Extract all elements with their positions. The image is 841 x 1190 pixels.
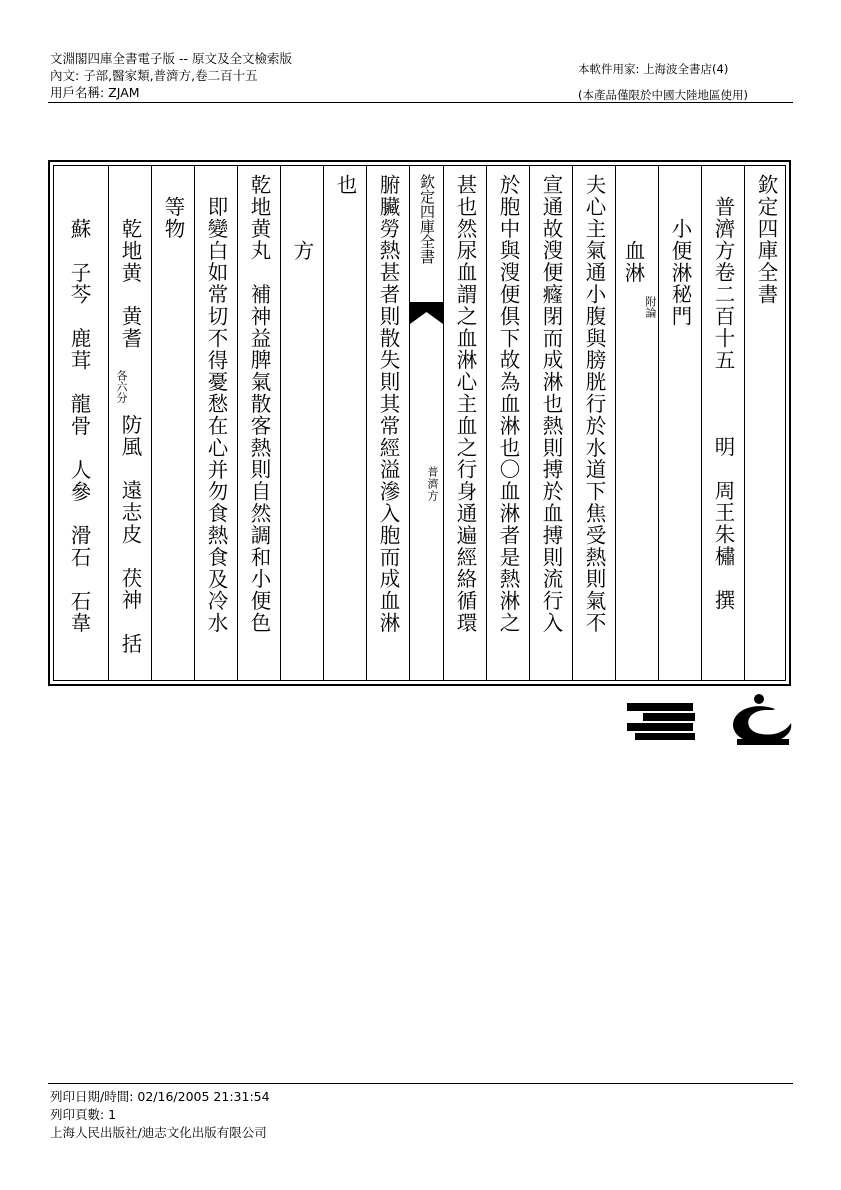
print-datetime: 列印日期/時間: 02/16/2005 21:31:54 bbox=[50, 1089, 270, 1104]
ingredient-line: 乾地黄 黄耆 bbox=[118, 218, 142, 350]
column-16 bbox=[54, 166, 108, 680]
fishtail-mark-icon bbox=[410, 302, 443, 324]
column-12 bbox=[237, 166, 280, 680]
page-inner-frame bbox=[53, 165, 786, 681]
subsection-note: 附論 bbox=[644, 296, 657, 318]
header-content-path: 內文: 子部,醫家類,普濟方,卷二百十五 bbox=[50, 68, 258, 83]
column-1 bbox=[744, 166, 787, 680]
column-14 bbox=[151, 166, 194, 680]
text-line: 宣通故溲便癃閉而成淋也熱則搏於血搏則流行入 bbox=[539, 174, 563, 634]
fishtail-column bbox=[409, 166, 443, 680]
column-6 bbox=[529, 166, 572, 680]
formula-heading: 方 bbox=[290, 240, 314, 262]
book-heading: 欽定四庫全書 bbox=[754, 174, 778, 306]
header-divider bbox=[48, 102, 793, 103]
subsection-title: 血淋 bbox=[621, 240, 645, 284]
fishtail-edition: 欽定四庫全書 bbox=[418, 174, 436, 264]
column-4 bbox=[615, 166, 658, 680]
dosage-note: 各六分 bbox=[115, 370, 128, 403]
print-pages: 列印頁數: 1 bbox=[50, 1107, 117, 1122]
publisher-logo-icon bbox=[625, 693, 795, 749]
text-line: 也 bbox=[333, 174, 357, 196]
header-left bbox=[50, 50, 292, 101]
column-3 bbox=[658, 166, 701, 680]
volume-title: 普濟方卷二百十五 bbox=[711, 196, 735, 372]
header-right bbox=[578, 56, 748, 108]
ingredient-line: 蘇 子芩 鹿茸 龍骨 人參 滑石 石韋 bbox=[67, 218, 91, 635]
header-title: 文淵閣四庫全書電子版 -- 原文及全文檢索版 bbox=[50, 51, 292, 66]
header-restriction: (本產品僅限於中國大陸地區使用) bbox=[578, 88, 748, 102]
column-8 bbox=[443, 166, 486, 680]
text-line: 於胞中與溲便俱下故為血淋也〇血淋者是熱淋之 bbox=[496, 174, 520, 634]
column-7 bbox=[486, 166, 529, 680]
text-line: 甚也然尿血謂之血淋心主血之行身通遍經絡循環 bbox=[453, 174, 477, 634]
section-title: 小便淋秘門 bbox=[668, 218, 692, 328]
column-9 bbox=[366, 166, 409, 680]
text-line: 腑臟勞熱甚者則散失則其常經溢滲入胞而成血淋 bbox=[376, 174, 400, 634]
ingredient-line: 防風 遠志皮 茯神 括 bbox=[118, 414, 142, 655]
footer-divider bbox=[48, 1083, 793, 1084]
column-11 bbox=[280, 166, 323, 680]
column-2 bbox=[701, 166, 744, 680]
column-13 bbox=[194, 166, 237, 680]
header-licensee: 本軟件用家: 上海波全書店(4) bbox=[578, 62, 729, 76]
column-10 bbox=[323, 166, 366, 680]
publisher: 上海人民出版社/迪志文化出版有限公司 bbox=[50, 1125, 267, 1140]
text-line: 等物 bbox=[161, 196, 185, 240]
footer bbox=[50, 1088, 270, 1142]
page-frame bbox=[48, 160, 791, 686]
column-15 bbox=[108, 166, 151, 680]
text-line: 夫心主氣通小腹與膀胱行於水道下焦受熱則氣不 bbox=[582, 174, 606, 634]
header-username: 用戶名稱: ZJAM bbox=[50, 85, 140, 100]
text-line: 乾地黄丸 補神益脾氣散客熱則自然調和小便色 bbox=[247, 174, 271, 634]
text-line: 即變白如常切不得憂愁在心并勿食熱食及冷水 bbox=[204, 196, 228, 634]
author-line: 明 周王朱橚 撰 bbox=[711, 436, 735, 612]
column-5 bbox=[572, 166, 615, 680]
fishtail-bookname: 普濟方 bbox=[426, 466, 439, 502]
